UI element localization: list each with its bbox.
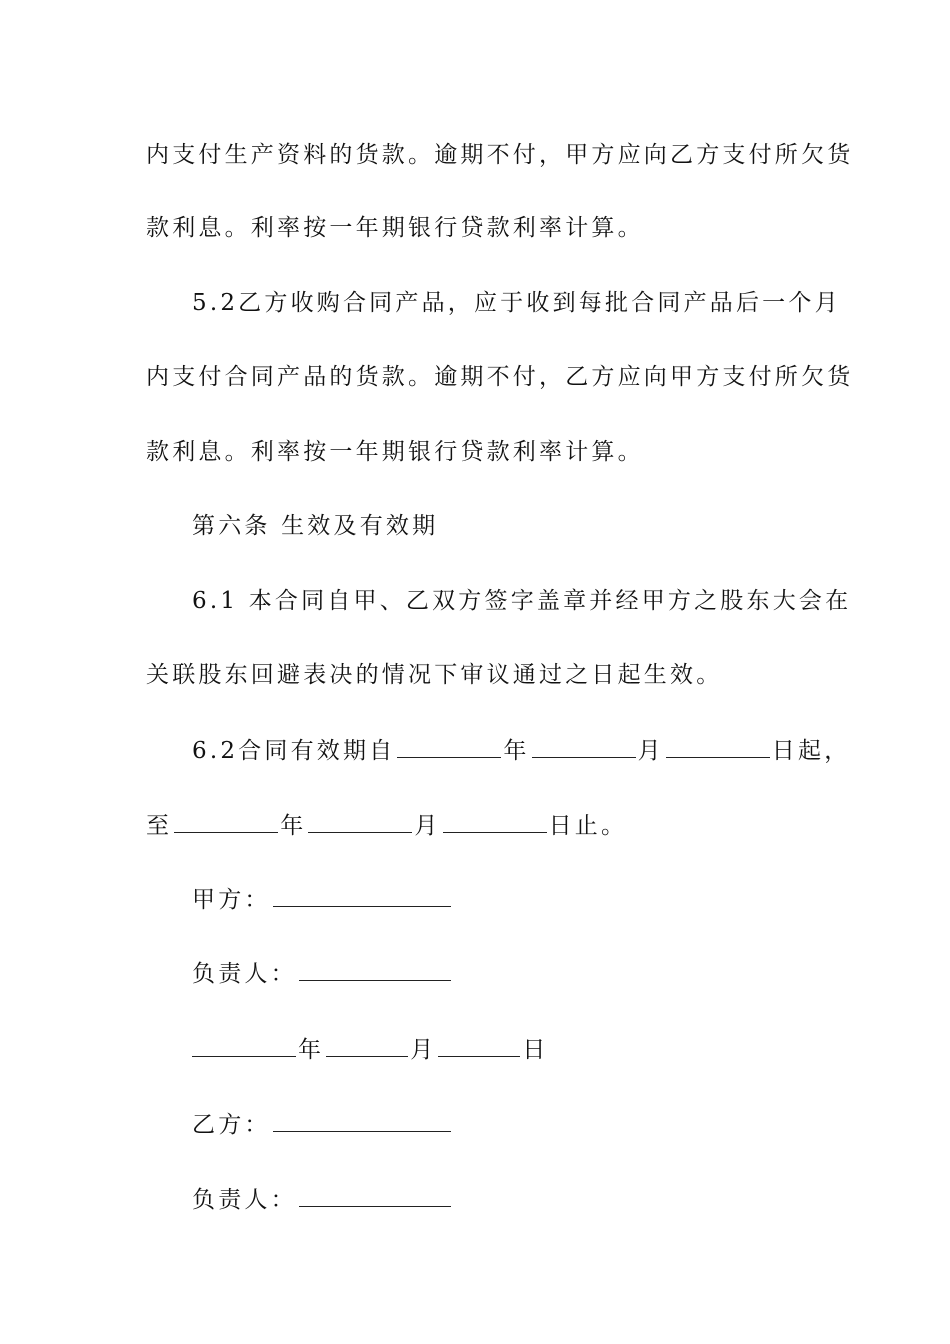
paragraph-line: 5.2乙方收购合同产品，应于收到每批合同产品后一个月 xyxy=(192,290,841,316)
party-a-rep-label: 负责人： xyxy=(192,961,297,987)
year-label: 年 xyxy=(503,738,530,764)
day-label: 日 xyxy=(522,1037,549,1063)
party-a-line xyxy=(192,884,453,915)
section-heading: 第六条 生效及有效期 xyxy=(192,513,439,539)
blank-day-field[interactable] xyxy=(443,810,547,833)
month-label: 月 xyxy=(410,1037,437,1063)
month-label: 月 xyxy=(414,813,441,839)
party-a-field[interactable] xyxy=(273,884,451,907)
year-label: 年 xyxy=(280,813,307,839)
party-b-field[interactable] xyxy=(273,1109,451,1132)
signing-date-line xyxy=(192,1034,549,1065)
month-label: 月 xyxy=(637,738,664,764)
paragraph-line: 款利息。利率按一年期银行贷款利率计算。 xyxy=(146,439,644,465)
paragraph-line: 内支付合同产品的货款。逾期不付，乙方应向甲方支付所欠货 xyxy=(146,364,854,390)
blank-year-field[interactable] xyxy=(192,1034,296,1057)
party-b-rep-label: 负责人： xyxy=(192,1187,297,1213)
day-label: 日起， xyxy=(771,738,851,764)
validity-end-prefix: 至 xyxy=(146,813,173,839)
blank-day-field[interactable] xyxy=(666,735,770,758)
party-a-rep-field[interactable] xyxy=(299,958,451,981)
paragraph-line: 款利息。利率按一年期银行贷款利率计算。 xyxy=(146,215,644,241)
blank-day-field[interactable] xyxy=(438,1034,520,1057)
party-b-label: 乙方： xyxy=(192,1112,271,1138)
day-label: 日止。 xyxy=(548,813,628,839)
paragraph-line: 内支付生产资料的货款。逾期不付，甲方应向乙方支付所欠货 xyxy=(146,142,854,168)
validity-start-line xyxy=(192,735,850,766)
paragraph-line: 6.1 本合同自甲、乙双方签字盖章并经甲方之股东大会在 xyxy=(192,588,852,614)
party-b-rep-line xyxy=(192,1184,453,1215)
validity-end-line xyxy=(146,810,627,841)
blank-year-field[interactable] xyxy=(174,810,278,833)
blank-month-field[interactable] xyxy=(308,810,412,833)
blank-year-field[interactable] xyxy=(397,735,501,758)
paragraph-line: 关联股东回避表决的情况下审议通过之日起生效。 xyxy=(146,662,723,688)
validity-prefix: 6.2合同有效期自 xyxy=(192,738,396,764)
blank-month-field[interactable] xyxy=(532,735,636,758)
party-b-line xyxy=(192,1109,453,1140)
party-b-rep-field[interactable] xyxy=(299,1184,451,1207)
party-a-rep-line xyxy=(192,958,453,989)
party-a-label: 甲方： xyxy=(192,887,271,913)
year-label: 年 xyxy=(298,1037,325,1063)
blank-month-field[interactable] xyxy=(326,1034,408,1057)
